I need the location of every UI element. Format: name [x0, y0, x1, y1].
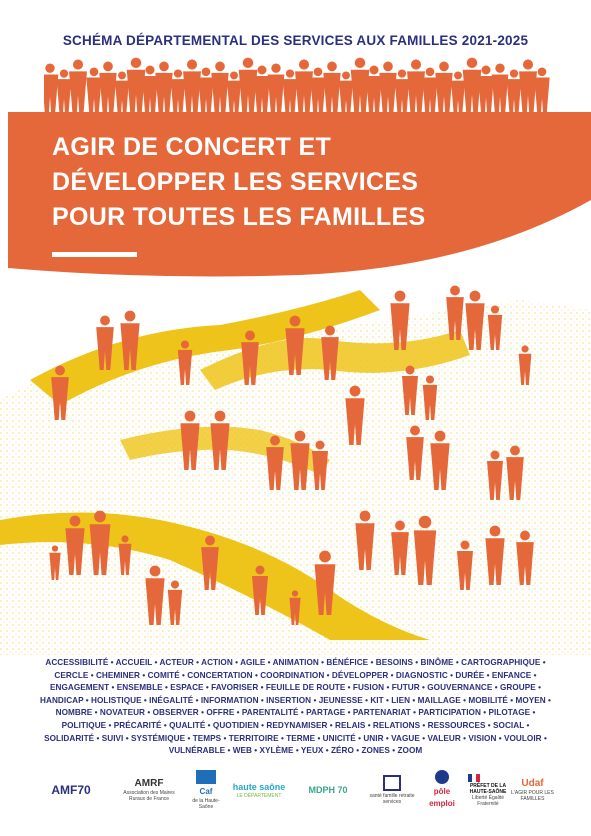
- crowd-person: [239, 58, 258, 115]
- crowd-person: [86, 67, 101, 115]
- crowd-person: [407, 60, 425, 115]
- families-hills-illustration: [0, 270, 591, 655]
- amf-icon: AMF70: [51, 783, 91, 797]
- crowd-person: [69, 60, 87, 115]
- crowd-person: [519, 60, 537, 115]
- logo-csf: santé famille retraite services: [366, 770, 418, 810]
- crowd-person: [379, 62, 396, 115]
- crowd-silhouette: [44, 55, 552, 115]
- marianne-icon: [468, 774, 480, 782]
- crowd-person: [171, 69, 186, 115]
- headline-underline: [52, 252, 137, 257]
- keywords-list: ACCESSIBILITÉ • ACCUEIL • ACTEUR • ACTION • AGILE • ANIMATION • BÉNÉFICE • BESOINS • BINÔME • CARTOGRAPHIQUE • CERCLE • CHEMINER • COMITÉ • CONCERTATION • COORDINATION • DÉVELOPPER • DIAGNOSTIC • DURÉE • ENFANCE • ENGAGEMENT • ENSEMBLE • ESPACE • FAVORISER • FEUILLE DE ROUTE • FUSION • FUTUR • GOUVERNANCE • GROUPE • HANDICAP • HOLISTIQUE • INÉGALITÉ • INFORMATION • INSERTION • JEUNESSE • KIT • LIEN • MAILLAGE • MOBILITÉ • MOYEN • NOMBRE • NOVATEUR • OBSERVER • OFFRE • PARENTALITÉ • PARTAGE • PARTENARIAT • PARTICIPATION • PILOTAGE • POLITIQUE • PRÉCARITÉ • QUALITÉ • QUOTIDIEN • REDYNAMISER • RELAIS • RELATIONS • RESSOURCES • SOCIAL • SOLIDARITÉ • SUIVI • SYSTÉMIQUE • TEMPS • TERRITOIRE • TERME • UNICITÉ • UNIR • VAGUE • VALEUR • VISION • VOULOIR • VULNÉRABLE • WEB • XYLÈME • YEUX • ZÉRO • ZONES • ZOOM: [40, 658, 551, 756]
- building-icon: [383, 775, 401, 791]
- crowd-person: [351, 58, 370, 115]
- crowd-person: [183, 60, 201, 115]
- headline: [52, 130, 425, 235]
- headline-line-3: POUR TOUTES LES FAMILLES: [52, 203, 426, 231]
- crowd-person: [155, 62, 172, 115]
- caf-icon: [196, 770, 216, 784]
- crowd-person: [57, 69, 72, 115]
- crowd-person: [211, 62, 228, 115]
- headline-line-2: DÉVELOPPER LES SERVICES: [52, 168, 419, 196]
- crowd-person: [507, 69, 522, 115]
- logo-prefet: PRÉFET DE LA HAUTE-SAÔNE Liberté Égalité Fraternité: [468, 770, 508, 810]
- crowd-person: [463, 58, 482, 115]
- crowd-person: [395, 69, 410, 115]
- logo-pole-emploi: pôle emploi: [420, 770, 464, 810]
- crowd-person: [283, 69, 298, 115]
- headline-line-1: AGIR DE CONCERT ET: [52, 133, 332, 161]
- logo-amf70: [40, 770, 102, 810]
- partner-logos: [40, 770, 555, 810]
- crowd-person: [268, 64, 285, 115]
- logo-caf: Caf de la Haute-Saône: [188, 770, 224, 810]
- crowd-person: [492, 64, 509, 115]
- crowd-person: [295, 60, 313, 115]
- crowd-person: [99, 62, 116, 115]
- crowd-person: [227, 71, 241, 115]
- schema-title: SCHÉMA DÉPARTEMENTAL DES SERVICES AUX FAMILLES 2021-2025: [62, 33, 529, 48]
- logo-udaf: Udaf L'AGIR POUR LES FAMILLES: [511, 778, 554, 802]
- crowd-person: [115, 71, 129, 115]
- crowd-person: [451, 71, 465, 115]
- pole-emploi-icon: [435, 770, 449, 784]
- crowd-person: [435, 62, 452, 115]
- logo-amrf: AMRF Association des Maires Ruraux de France: [123, 778, 175, 802]
- logo-mdph70: MDPH 70: [308, 785, 348, 795]
- crowd-person: [339, 71, 353, 115]
- logo-haute-saone: haute saône LE DÉPARTEMENT: [232, 782, 286, 799]
- crowd-person: [44, 64, 58, 115]
- crowd-person: [127, 58, 146, 115]
- crowd-person: [323, 62, 340, 115]
